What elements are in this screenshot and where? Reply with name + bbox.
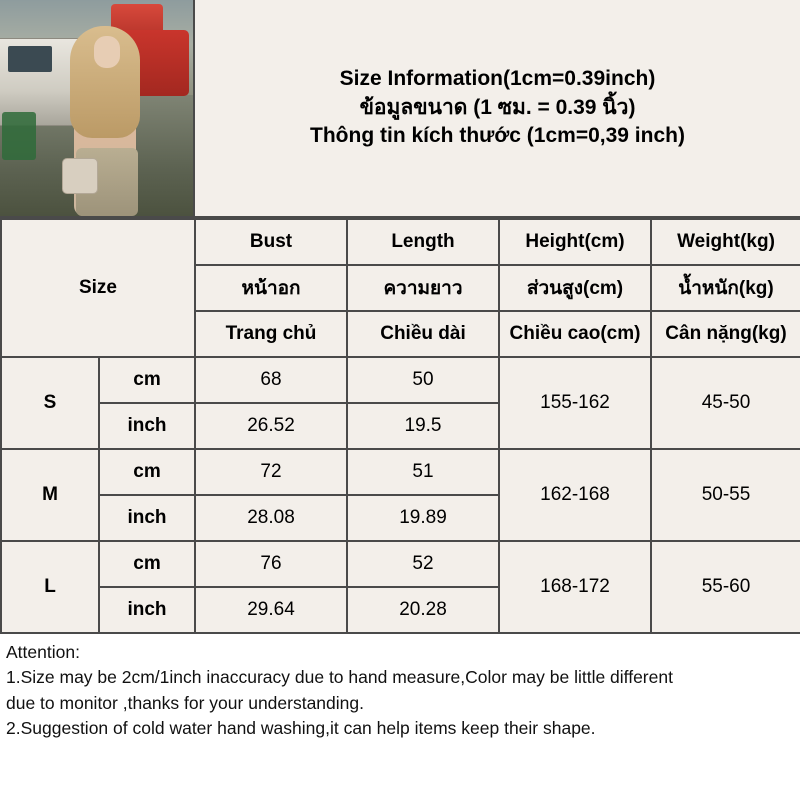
row-l-bust-cm: 76 [195,541,347,587]
row-m-length-inch: 19.89 [347,495,499,541]
attention-block [0,634,800,742]
product-photo [0,0,195,216]
row-s-weight: 45-50 [651,357,800,449]
header-block [0,0,800,218]
row-l-height: 168-172 [499,541,651,633]
title-line-thai: ข้อมูลขนาด (1 ซม. = 0.39 นิ้ว) [359,95,636,119]
row-s-bust-cm: 68 [195,357,347,403]
attention-line-3: 2.Suggestion of cold water hand washing,it can help items keep their shape. [6,718,596,739]
attention-line-1: 1.Size may be 2cm/1inch inaccuracy due to hand measure,Color may be little different [6,667,673,688]
header-height-vi: Chiều cao(cm) [499,311,651,357]
row-s-bust-inch: 26.52 [195,403,347,449]
table-row [1,357,800,403]
row-m-bust-inch: 28.08 [195,495,347,541]
row-m-unit-cm: cm [99,449,195,495]
size-table [0,218,800,634]
header-bust-en: Bust [195,219,347,265]
row-m-unit-inch: inch [99,495,195,541]
row-l-unit-inch: inch [99,587,195,633]
header-length-en: Length [347,219,499,265]
header-bust-vi: Trang chủ [195,311,347,357]
row-m-weight: 50-55 [651,449,800,541]
title-block [195,0,800,216]
header-length-th: ความยาว [347,265,499,311]
title-line-vietnamese: Thông tin kích thước (1cm=0,39 inch) [310,124,685,148]
row-size-m: M [1,449,99,541]
photo-truck-window [8,46,52,72]
attention-heading: Attention: [6,642,80,662]
header-weight-th: น้ำหนัก(kg) [651,265,800,311]
row-m-bust-cm: 72 [195,449,347,495]
row-size-l: L [1,541,99,633]
row-l-length-inch: 20.28 [347,587,499,633]
header-length-vi: Chiều dài [347,311,499,357]
row-m-height: 162-168 [499,449,651,541]
photo-foliage [2,112,36,160]
table-header-row-en [1,219,800,265]
title-line-english: Size Information(1cm=0.39inch) [339,66,656,90]
size-column-header: Size [1,219,195,357]
attention-line-2: due to monitor ,thanks for your understanding. [6,692,364,713]
row-l-unit-cm: cm [99,541,195,587]
header-weight-en: Weight(kg) [651,219,800,265]
row-s-height: 155-162 [499,357,651,449]
table-row [1,449,800,495]
photo-model-face [94,36,120,68]
header-bust-th: หน้าอก [195,265,347,311]
row-s-length-inch: 19.5 [347,403,499,449]
row-l-bust-inch: 29.64 [195,587,347,633]
row-s-unit-inch: inch [99,403,195,449]
header-weight-vi: Cân nặng(kg) [651,311,800,357]
row-s-length-cm: 50 [347,357,499,403]
table-row [1,541,800,587]
row-s-unit-cm: cm [99,357,195,403]
row-size-s: S [1,357,99,449]
header-height-th: ส่วนสูง(cm) [499,265,651,311]
row-l-weight: 55-60 [651,541,800,633]
photo-model-bag [62,158,98,194]
row-m-length-cm: 51 [347,449,499,495]
header-height-en: Height(cm) [499,219,651,265]
row-l-length-cm: 52 [347,541,499,587]
